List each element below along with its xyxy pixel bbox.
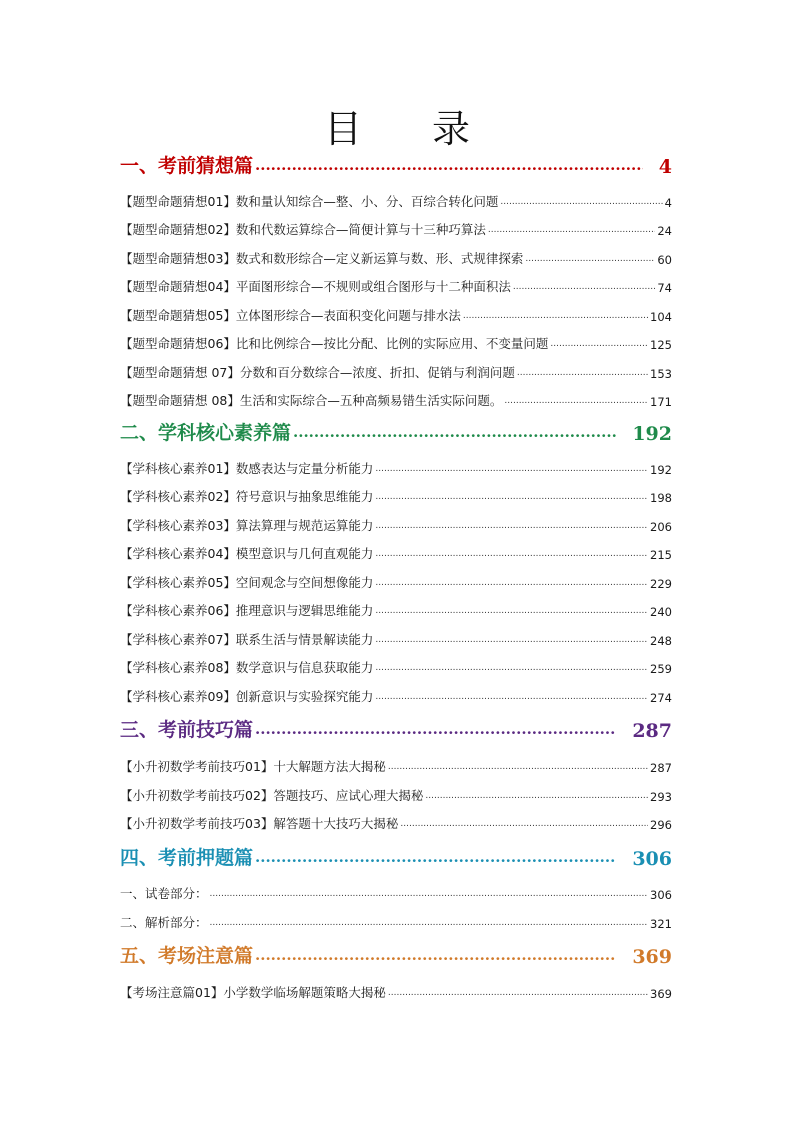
toc-entry[interactable]: 【学科核心素养07】联系生活与情景解读能力 ..... 248 xyxy=(120,626,672,648)
leader-dots xyxy=(293,423,616,441)
toc-entry[interactable]: 【题型命题猜想01】数和量认知综合—整、小、分、百综合转化问题 ..... 4 xyxy=(120,188,672,210)
toc-section[interactable] xyxy=(120,415,672,445)
leader-dots xyxy=(255,156,643,174)
toc-entry[interactable]: 【学科核心素养06】推理意识与逻辑思维能力 ..... 240 xyxy=(120,597,672,619)
toc-entry[interactable]: 【学科核心素养09】创新意识与实验探究能力 ..... 274 xyxy=(120,683,672,705)
section-title: 二、学科核心素养篇 xyxy=(120,422,292,444)
toc-entry[interactable]: 【题型命题猜想06】比和比例综合—按比分配、比例的实际应用、不变量问题 ..... 125 xyxy=(120,330,672,352)
toc-entry[interactable]: 二、解析部分： ..... 321 xyxy=(120,909,672,931)
toc-entry[interactable]: 【学科核心素养01】数感表达与定量分析能力 ..... 192 xyxy=(120,455,672,477)
section-page: 287 xyxy=(632,720,672,742)
toc-section[interactable] xyxy=(120,840,672,870)
toc-entry[interactable]: 【学科核心素养04】模型意识与几何直观能力 ..... 215 xyxy=(120,540,672,562)
toc-entry[interactable]: 【学科核心素养02】符号意识与抽象思维能力 ..... 198 xyxy=(120,483,672,505)
toc-section[interactable] xyxy=(120,712,672,742)
toc-section[interactable] xyxy=(120,938,672,968)
toc-entry[interactable]: 【学科核心素养08】数学意识与信息获取能力 ..... 259 xyxy=(120,654,672,676)
section-title: 四、考前押题篇 xyxy=(120,847,254,869)
toc-section[interactable] xyxy=(120,148,672,178)
toc-entry[interactable]: 【考场注意篇01】小学数学临场解题策略大揭秘 ..... 369 xyxy=(120,979,672,1001)
toc-entry[interactable]: 【学科核心素养03】算法算理与规范运算能力 ..... 206 xyxy=(120,512,672,534)
leader-dots xyxy=(255,848,616,866)
section-page: 369 xyxy=(632,946,672,968)
toc-entry[interactable]: 【题型命题猜想 07】分数和百分数综合—浓度、折扣、促销与利润问题 ..... 153 xyxy=(120,359,672,381)
section-title: 三、考前技巧篇 xyxy=(120,719,254,741)
toc-entry[interactable]: 【题型命题猜想 08】生活和实际综合—五种高频易错生活实际问题。 ..... 171 xyxy=(120,387,672,409)
toc-entry[interactable]: 【题型命题猜想05】立体图形综合—表面积变化问题与排水法 ..... 104 xyxy=(120,302,672,324)
toc-entry[interactable]: 一、试卷部分： ..... 306 xyxy=(120,880,672,902)
section-page: 4 xyxy=(658,156,672,178)
toc-entry[interactable]: 【题型命题猜想04】平面图形综合—不规则或组合图形与十二种面积法 ..... 74 xyxy=(120,273,672,295)
toc-entry[interactable]: 【小升初数学考前技巧01】十大解题方法大揭秘 ..... 287 xyxy=(120,753,672,775)
section-title: 一、考前猜想篇 xyxy=(120,155,254,177)
section-page: 192 xyxy=(632,423,672,445)
toc-title: 目 录 xyxy=(323,107,471,151)
toc-entry[interactable]: 【小升初数学考前技巧02】答题技巧、应试心理大揭秘 ..... 293 xyxy=(120,782,672,804)
section-title: 五、考场注意篇 xyxy=(120,945,254,967)
toc-entry[interactable]: 【小升初数学考前技巧03】解答题十大技巧大揭秘 ..... 296 xyxy=(120,810,672,832)
leader-dots xyxy=(255,946,616,964)
toc-entry[interactable]: 【学科核心素养05】空间观念与空间想像能力 ..... 229 xyxy=(120,569,672,591)
toc-entry[interactable]: 【题型命题猜想02】数和代数运算综合—简便计算与十三种巧算法 ..... 24 xyxy=(120,216,672,238)
section-page: 306 xyxy=(632,848,672,870)
toc-entry[interactable]: 【题型命题猜想03】数式和数形综合—定义新运算与数、形、式规律探索 ..... 60 xyxy=(120,245,672,267)
leader-dots xyxy=(255,720,616,738)
